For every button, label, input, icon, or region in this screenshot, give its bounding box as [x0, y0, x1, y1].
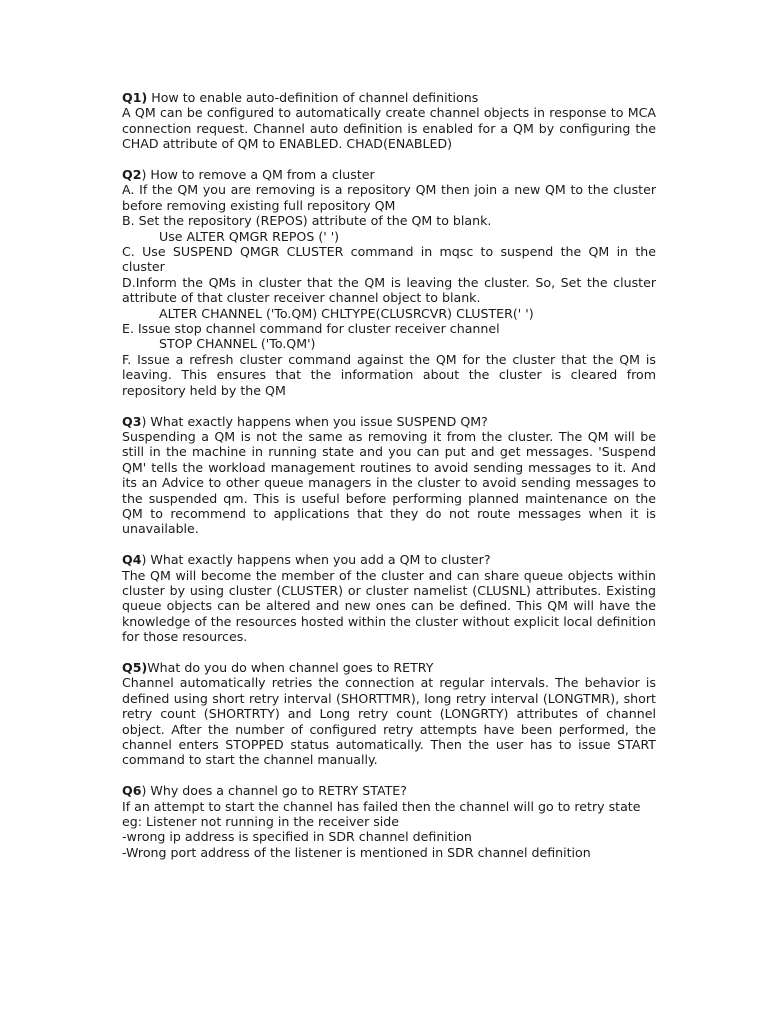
question-heading: [122, 552, 656, 567]
answer-paragraph: F. Issue a refresh cluster command against the QM for the cluster that the QM is leaving. This ensures that the information about the cluster is cleared from repository held by the QM: [122, 351, 656, 398]
answer-paragraph: -wrong ip address is specified in SDR channel definition: [122, 829, 472, 845]
question-heading: [122, 90, 656, 105]
answer-paragraph: B. Set the repository (REPOS) attribute of the QM to blank.: [122, 213, 492, 229]
answer-paragraph: E. Issue stop channel command for cluster receiver channel: [122, 321, 500, 337]
question-number: Q5): [122, 659, 148, 675]
question-text: Why does a channel go to RETRY STATE?: [146, 783, 407, 799]
question-number-paren: ): [141, 783, 147, 799]
question-number: Q1): [122, 90, 148, 105]
question-number: Q3: [122, 413, 142, 429]
question-text: What do you do when channel goes to RETRY: [147, 659, 434, 675]
question-text: How to enable auto-definition of channel definitions: [147, 90, 479, 105]
command-line: STOP CHANNEL ('To.QM'): [159, 336, 316, 352]
question-number: Q6: [122, 783, 142, 799]
qa-block: [122, 783, 656, 860]
question-text: What exactly happens when you add a QM to cluster?: [146, 552, 491, 568]
question-heading: [122, 167, 656, 182]
question-heading: [122, 660, 656, 675]
question-number: Q2: [122, 167, 142, 183]
answer-paragraph: Channel automatically retries the connection at regular intervals. The behavior is defined using short retry interval (SHORTTMR), long retry interval (LONGTMR), short retry count (SHORTRTY) and Long retry count (LONGRTY) attributes of channel object. After the number of configured retry attempts have been performed, the channel enters STOPPED status automatically. Then the user has to issue START command to start the channel manually.: [122, 675, 656, 768]
question-heading: [122, 783, 656, 798]
qa-block: [122, 552, 656, 644]
question-number-paren: ): [141, 167, 147, 183]
answer-paragraph: If an attempt to start the channel has failed then the channel will go to retry state: [122, 798, 641, 814]
answer-paragraph: D.Inform the QMs in cluster that the QM is leaving the cluster. So, Set the cluster attribute of that cluster receiver channel object to blank.: [122, 274, 656, 306]
qa-block: [122, 167, 656, 398]
question-number-paren: ): [141, 413, 147, 429]
qa-block: [122, 414, 656, 537]
answer-paragraph: The QM will become the member of the cluster and can share queue objects within cluster by using cluster (CLUSTER) or cluster namelist (CLUSNL) attributes. Existing queue objects can be altered and new ones can be defined. This QM will have the knowledge of the resources hosted within the cluster without explicit local definition for those resources.: [122, 567, 656, 645]
answer-paragraph: -Wrong port address of the listener is mentioned in SDR channel definition: [122, 844, 591, 860]
qa-block: [122, 660, 656, 768]
answer-paragraph: eg: Listener not running in the receiver side: [122, 814, 400, 830]
question-number-paren: ): [141, 552, 147, 568]
question-number: Q4: [122, 552, 142, 568]
question-text: What exactly happens when you issue SUSPEND QM?: [146, 413, 488, 429]
command-line: ALTER CHANNEL ('To.QM) CHLTYPE(CLUSRCVR) CLUSTER(' '): [159, 305, 534, 321]
answer-paragraph: Suspending a QM is not the same as removing it from the cluster. The QM will be still in the machine in running state and you can put and get messages. 'Suspend QM' tells the workload management routines to avoid sending messages to it. And its an Advice to other queue managers in the cluster to avoid sending messages to the suspended qm. This is useful before performing planned maintenance on the QM to recommend to applications that they do not route messages when it is unavailable.: [122, 428, 656, 537]
qa-block: [122, 90, 656, 152]
answer-paragraph: A QM can be configured to automatically create channel objects in response to MCA connection request. Channel auto definition is enabled for a QM by configuring the CHAD attribute of QM to ENABLED. CHAD(ENABLED): [122, 105, 656, 152]
answer-paragraph: C. Use SUSPEND QMGR CLUSTER command in mqsc to suspend the QM in the cluster: [122, 244, 656, 275]
question-heading: [122, 414, 656, 429]
document-body: [122, 90, 656, 876]
command-line: Use ALTER QMGR REPOS (' '): [159, 228, 340, 244]
question-text: How to remove a QM from a cluster: [146, 167, 375, 183]
answer-paragraph: A. If the QM you are removing is a repository QM then join a new QM to the cluster before removing existing full repository QM: [122, 182, 656, 213]
